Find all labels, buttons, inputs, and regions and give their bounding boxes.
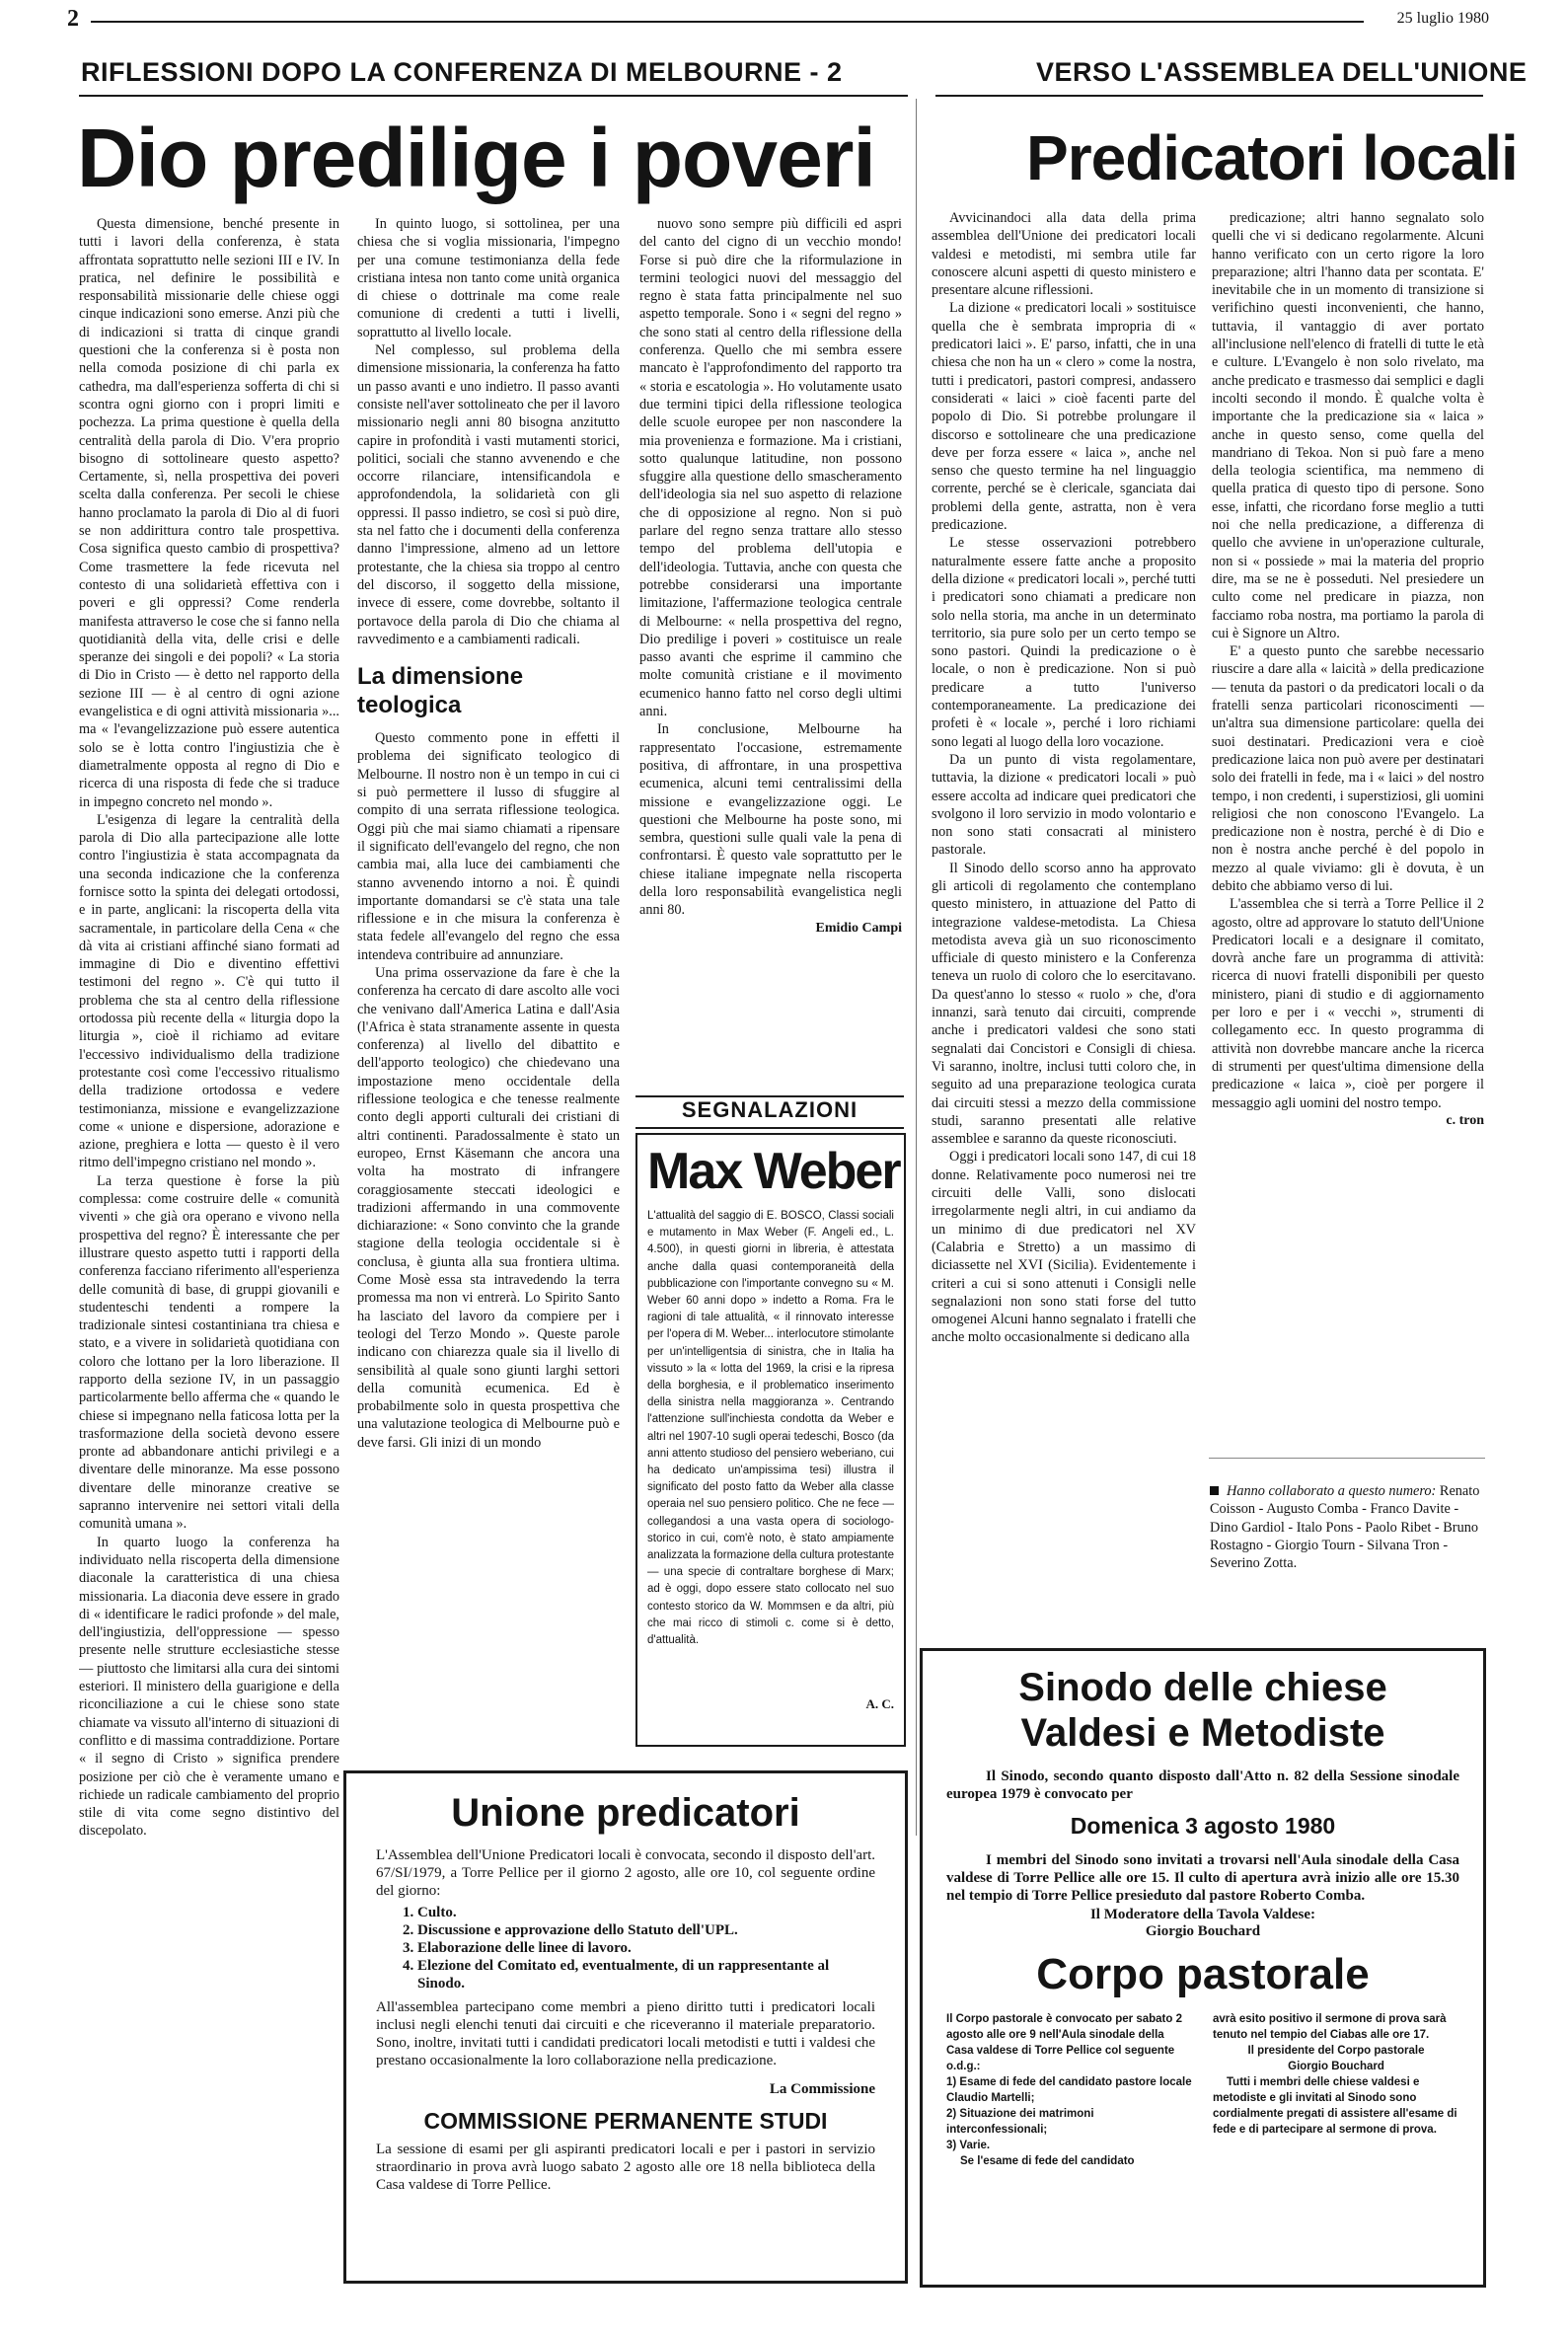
corpo-right-role: Il presidente del Corpo pastorale <box>1247 2045 1425 2057</box>
paragraph: predicazione; altri hanno segnalato solo quelli che vi si dedicano regolarmente. Alcuni hanno verificato con un certo rigore la loro preparazione; altri l'hanno data per scontata. E' inevitabile che in un momento di transizione si verifichino questi inconvenienti, che hanno, tuttavia, il vantaggio di aver portato all'inclusione nell'elenco di fratelli di tutte le età e culture. L'Evangelo è non solo rivelato, ma anche predicato e trasmesso dai semplici e dagli incolti secondo il mondo. È qualche volta è importante che la predicazione sia « laica » anche in questo senso, come quella del mandriano di Tekoa. Non si può fare a meno della teologia scientifica, ma nemmeno di quella pratica di questo tipo di persone. Sono esse, infatti, che ricordano forse meglio a tutti noi che nella predicazione, a differenza di quello che avviene in un'operazione culturale, non si « possiede » mai la materia del proprio dire, ma se ne è posseduti. Nel presiedere un culto come nel predicare in piazza, non facciamo roba nostra, ma portiamo la parola di cui è Signore un Altro. <box>1212 210 1484 641</box>
paragraph: Avvicinandoci alla data della prima assemblea dell'Unione dei predicatori locali valdesi e metodisti, mi sembra utile far conoscere alcuni aspetti di questo ministero e presentare alcune riflessioni. <box>932 210 1196 299</box>
corpo-left <box>946 2011 1193 2169</box>
corpo-columns <box>946 2011 1459 2169</box>
paragraph: La dizione « predicatori locali » sostituisce quella che è sembrata impropria di « predicatori laici ». E' parso, infatti, che in una chiesa che non ha un « clero » come la nostra, tutti i predicatori, pastori compresi, andassero considerati « laici » cioè facenti parte del popolo di Dio. Si potrebbe prolungare il discorso e sottolineare che una predicazione deve per forza essere « laica », anche nel senso che questo termine ha nel linguaggio corrente, perché se è clericale, sganciata dai problemi della gente, astratta, non è vera predicazione. <box>932 300 1196 534</box>
corpo-item: 2) Situazione dei matrimoni interconfessionali; <box>946 2108 1094 2136</box>
unione-agenda <box>376 1904 875 1993</box>
paragraph: E' a questo punto che sarebbe necessario riuscire a dare alla « laicità » della predicazione — tenuta da pastori o da predicatori locali o da fratelli senza particolari riconoscimenti — un'altra sua dimensione particolare: quella dei suoi destinatari. Predicazioni vera e cioè predicazione laica non può avere per destinatari solo dei fratelli in fede, ma i « laici » del nostro tempo, i non credenti, i superstiziosi, gli uomini religiosi che non conoscono l'Evangelo. La predicazione non è nostra, perché è di Dio e non è nostra anche perché è del popolo in mezzo al quale viviamo: gli è dovuta, è un debito che abbiamo verso di lui. <box>1212 643 1484 894</box>
byline: c. tron <box>1446 1112 1484 1128</box>
article-separator <box>916 99 917 1836</box>
sinodo-title <box>946 1665 1459 1756</box>
top-rule <box>91 21 1364 23</box>
left-headline: Dio predilige i poveri <box>77 112 875 204</box>
paragraph: In quinto luogo, si sottolinea, per una chiesa che si voglia missionaria, l'impegno per una comune testimonianza della fede cristiana intesa non tanto come unità organica di chiese o dottrinale ma come reale comunione di credenti a tutti i livelli, soprattutto al livello locale. <box>357 216 620 340</box>
sinodo-moderator-name: Giorgio Bouchard <box>1145 1923 1261 1939</box>
collab-names: Renato Coisson - Augusto Comba - Franco Davite - Dino Gardiol - Italo Pons - Paolo Ribet - Bruno Rostagno - Giorgio Tourn - Silvana Tron - Severino Zotta. <box>1210 1483 1480 1572</box>
corpo-left-text: Il Corpo pastorale è convocato per sabato 2 agosto alle ore 9 nell'Aula sinodale della Casa valdese di Torre Pellice col seguente o.d.g.: <box>946 2013 1183 2072</box>
corpo-right-name: Giorgio Bouchard <box>1288 2061 1384 2072</box>
corpo-item: 3) Varie. <box>946 2140 991 2151</box>
sinodo-intro: Il Sinodo, secondo quanto disposto dall'Atto n. 82 della Sessione sinodale europea 1979 è convocato per <box>946 1768 1459 1802</box>
segnalazioni-bottom-rule <box>635 1127 904 1129</box>
corpo-item: 1) Esame di fede del candidato pastore locale Claudio Martelli; <box>946 2076 1192 2104</box>
sinodo-date: Domenica 3 agosto 1980 <box>1070 1813 1336 1839</box>
paragraph: In quarto luogo la conferenza ha individuato nella riscoperta della dimensione diaconale la caratteristica di una chiesa missionaria. La diaconia deve essere in grado di « identificare le radici profonde » del male, dell'ingiustizia, dell'oppressione — spesso presente nelle strutture ecclesiastiche stesse — piuttosto che limitarsi alla cura dei sintomi esteriori. Il ministero della guarigione e della riconciliazione a cui le chiese sono state chiamate va vissuto all'interno di situazioni di conflitto e di massima contraddizione. Portare « il segno di Cristo » significa prendere posizione per ciò che è veramente umano e richiede un radicale cambiamento del proprio stile di vita come segno distintivo del discepolato. <box>79 1534 339 1840</box>
paragraph: L'assemblea che si terrà a Torre Pellice il 2 agosto, oltre ad approvare lo statuto dell'Unione Predicatori locali e a designare il comitato, dovrà anche fare un programma di attività: ricerca di nuovi fratelli disponibili per questo ministero, piani di studio e di aggiornamento per loro e per i « vecchi », strumenti di collegamento ecc. In questo programma di attività non dovrebbe mancare anche la ricerca di strumenti per quest'ultima dimensione della predicazione « laica », cioè per porgere il messaggio agli uomini del nostro tempo. <box>1212 896 1484 1111</box>
paragraph: nuovo sono sempre più difficili ed aspri del canto del cigno di un vecchio mondo! Forse si può dire che la riformulazione in termini teologici nuovi del messaggio del regno è stata fatta principalmente nel suo aspetto temporale. Sono i « segni del regno » che sono stati al centro della riflessione della conferenza. Quello che mi sembra essere mancato è l'approfondimento del rapporto tra « storia e escatologia ». Ho volutamente usato due termini tipici della riflessione teologica delle scuole europee per non nascondere la mia provenienza e formazione. Ma i cristiani, sotto qualunque latitudine, non possono sfuggire alla questione dello smascheramento dell'ideologia sia nel suo aspetto di relazione che di opposizione al regno. Non si può parlare del regno senza trattare allo stesso tempo del problema dell'utopia e dell'ideologia. Tuttavia, anche con questa che potrebbe considerarsi una importante limitazione, l'affermazione teologica centrale di Melbourne: « nella prospettiva del regno, Dio predilige i poveri » costituisce un reale passo avanti che esprime il cammino che molte comunità cristiane e il movimento ecumenico hanno fatto nel corso degli ultimi anni. <box>639 216 902 720</box>
page-number: 2 <box>67 6 79 32</box>
subheading: La dimensione teologica <box>357 663 524 719</box>
unione-sign: La Commissione <box>769 2081 875 2097</box>
right-headline: Predicatori locali <box>1026 122 1518 193</box>
segnalazioni-author: A. C. <box>865 1696 894 1711</box>
paragraph: Oggi i predicatori locali sono 147, di cui 18 donne. Relativamente poco numerosi nei tre circuiti delle Valli, sono dislocati irregolarmente negli altri, in cui andiamo da un minimo di due predicatori nel XV (Calabria e Stretto) a un massimo di diciassette nel XVI (Sicilia). Evidentemente i criteri a cui si sono attenuti i Consigli nelle segnalazioni non sono stati forse del tutto omogenei Alcuni hanno segnalato i fratelli che anche molto occasionalmente si dedicano alla <box>932 1149 1196 1346</box>
right-col-2 <box>1212 209 1484 1374</box>
right-kicker: VERSO L'ASSEMBLEA DELL'UNIONE <box>1036 57 1528 87</box>
left-col-1 <box>79 215 339 2278</box>
segnalazioni-label: SEGNALAZIONI <box>681 1097 859 1122</box>
byline: Emidio Campi <box>815 920 902 936</box>
agenda-item: 2. Discussione e approvazione dello Statuto dell'UPL. <box>417 1921 875 1939</box>
corpo-left-tail: Se l'esame di fede del candidato <box>960 2155 1135 2167</box>
agenda-item: 4. Elezione del Comitato ed, eventualmente, di un rappresentante al Sinodo. <box>417 1957 875 1993</box>
unione-title: Unione predicatori <box>451 1791 800 1835</box>
paragraph: La terza questione è forse la più complessa: come costruire delle « comunità viventi » che già ora operano e vivono nella prospettiva del regno? È interessante che per illustrare questo aspetto tutti i rapporti della conferenza facciano riferimento all'esperienza delle comunità di base, di gruppi giovanili e studenteschi tendenti a rompere la tradizionale sintesi costantiniana tra chiesa e stato, e a vivere in solidarietà quotidiana con coloro che lottano per la loro liberazione. Il rapporto della sezione IV, in un passaggio particolarmente bello afferma che « quando le chiese si impegnano nella faticosa lotta per la trasformazione della società devono essere pronte ad abbandonare antichi privilegi e a diventare delle minoranze. Ma esse possono diventare delle minoranze creative se sapranno intervenire nei settori vitali della comunità umana ». <box>79 1172 339 1533</box>
sinodo-moderator-role: Il Moderatore della Tavola Valdese: <box>1089 1907 1316 1922</box>
unione-intro: L'Assemblea dell'Unione Predicatori locali è convocata, secondo il disposto dell'art. 67/SI/1979, a Torre Pellice per il giorno 2 agosto, alle ore 10, col seguente ordine del giorno: <box>376 1847 875 1899</box>
sinodo-body: I membri del Sinodo sono invitati a trovarsi nell'Aula sinodale della Casa valdese di Torre Pellice alle ore 15. Il culto di apertura avrà inizio alle ore 15.30 nel tempio di Torre Pellice presieduto dal pastore Roberto Comba. <box>946 1852 1459 1904</box>
corpo-right <box>1213 2011 1459 2169</box>
agenda-item: 1. Culto. <box>417 1904 875 1921</box>
paragraph: Questa dimensione, benché presente in tutti i lavori della conferenza, è stata affrontata soprattutto nelle sezioni III e IV. In pratica, nel definire le possibilità e responsabilità missionarie delle chiese oggi cinque indicazioni sono emerse. Anzi più che di indicazioni si tratta di cinque grandi questioni che la conferenza si è posta non nella comoda posizione di chi parla ex cathedra, ma dall'esperienza sofferta di chi si scontra ogni giorno con i propri limiti e pochezza. La prima questione è quella della centralità della parola di Dio. V'era proprio bisogno di sottolineare questo aspetto? Certamente, sì, nella prospettiva dei poveri scelta dalla conferenza. Per secoli le chiese hanno proclamato la parola di Dio al di fuori se non addirittura contro tale prospettiva. Cosa significa questo cambio di prospettiva? Come trasmettere la fede ricevuta nel contesto di una solidarietà effettiva con i poveri e gli oppressi? Come renderla manifesta attraverso le cose che si fanno nella quotidianità della vita, delle crisi e delle speranze dei singoli e dei popoli? « La storia di Dio in Cristo — è detto nel rapporto della sezione III — è al centro di ogni azione evangelistica e di ogni attività missionaria »... ma « l'evangelizzazione può essere autentica solo se è lotta contro l'ingiustizia che è diametralmente opposta al regno di Dio e ricerca di una risposta di fede che si traduce in impegno concreto nel mondo ». <box>79 216 339 810</box>
paragraph: L'esigenza di legare la centralità della parola di Dio alla partecipazione alle lotte contro l'ingiustizia è stata accompagnata da una seconda indicazione che la conferenza fornisce sotto la spinta dei delegati ortodossi, e in parte, anglicani: la riscoperta della vita sacramentale, in particolare della Cena « che dà vita ai cristiani affinché siano formati ad immagine di Dio e diventino effettivi testimoni del regno ». C'è qui tutto il problema che sta al centro della riflessione ortodossa più recente della « liturgia dopo la liturgia », cioè il richiamo ad evitare l'eccessivo individualismo della tradizione protestante così come l'eccessivo ritualismo della tradizione ortodossa e vedere testimonianza, missione e evangelizzazione come « unione e dispersione, adorazione e azione, preghiera e lotta — questo è il vero ritmo dell'impegno cristiano nel mondo ». <box>79 811 339 1171</box>
unione-body: All'assemblea partecipano come membri a pieno diritto tutti i predicatori locali inclusi negli elenchi tenuti dai circuiti e che riceveranno il materiale preparatorio. Sono, inoltre, invitati tutti i candidati predicatori locali metodisti e tutti i valdesi che prestano occasionalmente la loro collaborazione nella predicazione. <box>376 1999 875 2068</box>
commissione-title: COMMISSIONE PERMANENTE STUDI <box>423 2108 828 2134</box>
paragraph: Il Sinodo dello scorso anno ha approvato gli articoli di regolamento che contemplano questo ministero, in attuazione del Patto di integrazione valdese-metodista. La Chiesa metodista aveva già un suo riconoscimento ufficiale di questo ministero e la Conferenza teneva un ruolo di coloro che lo esercitavano. Da quest'anno lo stesso « ruolo » che, d'ora innanzi, sarà tenuto dai circuiti, comprende anche i predicatori valdesi che sono stati segnalati dai Concistori e Consigli di chiesa. Vi saranno, inoltre, inclusi tutti coloro che, in seguito ad una preparazione teologica curata dai circuiti stessi a mezzo della commissione studi, saranno presentati alle relative assemblee e saranno da queste riconosciuti. <box>932 860 1196 1148</box>
agenda-item: 3. Elaborazione delle linee di lavoro. <box>417 1939 875 1957</box>
segnalazioni-title: Max Weber <box>647 1143 900 1200</box>
segnalazioni-box <box>635 1133 906 1747</box>
left-col-2 <box>357 215 620 1755</box>
corpo-title: Corpo pastorale <box>1036 1950 1370 1998</box>
right-kicker-rule <box>935 95 1483 97</box>
square-bullet-icon <box>1210 1486 1219 1495</box>
commissione-body: La sessione di esami per gli aspiranti predicatori locali e per i pastori in servizio straordinario in prova avrà luogo sabato 2 agosto alle ore 18 nella biblioteca della Casa valdese di Torre Pellice. <box>376 2142 875 2193</box>
right-col-1 <box>932 209 1196 1581</box>
paragraph: Nel complesso, sul problema della dimensione missionaria, la conferenza ha fatto un passo avanti e uno indietro. Il passo avanti consiste nell'aver sottolineato che per il lavoro missionario negli anni 80 bisogna anzitutto capire in profondità i vasti mutamenti storici, politici, sociali che stanno avvenendo e che occorre rilanciare, intensificandola e approfondendola, la solidarietà con gli oppressi. Il passo indietro, se così si può dire, sta nel fatto che i documenti della conferenza danno l'impressione, almeno ad un lettore protestante, che la chiesa sia troppo al centro del discorso, il soggetto della missione, invece di essere, come dovrebbe, soltanto il portavoce della parola di Dio che chiama al ravvedimento e a cambiamenti radicali. <box>357 342 620 647</box>
corpo-right-text: avrà esito positivo il sermone di prova sarà tenuto nel tempio del Ciabas alle ore 17. <box>1213 2013 1447 2041</box>
paragraph: Questo commento pone in effetti il problema dei significato teologico di Melbourne. Il nostro non è un tempo in cui ci si può permettere il lusso di sfuggire al compito di una serrata riflessione teologica. Oggi più che mai siamo chiamati a ripensare il significato dell'evangelo del regno, che non cambia mai, alla luce dei cambiamenti che stanno avvenendo intorno a noi. È quindi importante domandarsi se c'è stata una tale riflessione e in che misura la conferenza è stata fedele all'evangelo del regno che essa intendeva contribuire ad annunziare. <box>357 730 620 963</box>
collab-rule <box>1209 1458 1485 1459</box>
paragraph: Le stesse osservazioni potrebbero naturalmente essere fatte anche a proposito della dizione « predicatori locali », perché tutti i predicatori sono chiamati a predicare non solo nella storia, ma anche in un determinato territorio, sia pure solo per un certo tempo se sono pastori. Quindi la predicazione o è locale, o non è predicazione. Non si può predicare a tutto l'universo contemporaneamente. La predicazione dei profeti è « locale », perché i loro richiami sono legati al luogo della loro vocazione. <box>932 535 1196 750</box>
paragraph: In conclusione, Melbourne ha rappresentato l'occasione, estremamente positiva, di affrontare, in una prospettiva ecumenica, alcuni temi centralissimi della missione e evangelizzazione oggi. Le questioni che Melbourne ha poste sono, mi sembra, questioni sulle quali vale la pena di confrontarsi. È questo vale soprattutto per le chiese italiane impegnate nella riscoperta della loro responsabilità evangelistica negli anni 80. <box>639 721 902 919</box>
paragraph: Una prima osservazione da fare è che la conferenza ha cercato di dare ascolto alle voci che venivano dall'America Latina e dall'Asia (l'Africa è stata stranamente assente in questa conferenza) al livello del dibattito e dell'apporto teologico) che chiedevano una impostazione meno occidentale della riflessione teologica e che tenesse realmente conto degli apporti culturali dei cristiani di altri continenti. Paradossalmente è stato un europeo, Ernst Käsemann che ancora una volta ha mostrato di infrangere coraggiosamente steccati ideologici e tradizioni affermando in una commovente dichiarazione: « Sono convinto che la grande stagione della teologia occidentale si è conclusa, è giunta alla sua frontiera ultima. Come Mosè essa sta intravedendo la terra promessa ma non vi entrerà. Lo Spirito Santo ha lasciato del lavoro da compiere per i teologi del Terzo Mondo ». Queste parole indicano con chiarezza quale sia il livello di sensibilità al quale sono giunti larghi settori della comunità ecumenica. Ed è probabilmente solo in questa prospettiva che una valutazione teologica di Melbourne può e deve farsi. Gli inizi di un mondo <box>357 964 620 1451</box>
corpo-right-b: Tutti i membri delle chiese valdesi e metodiste e gli invitati al Sinodo sono cordialmente pregati di assistere all'esame di fede e di partecipare al sermone di prova. <box>1213 2076 1457 2136</box>
sinodo-box <box>920 1648 1486 2288</box>
page-date: 25 luglio 1980 <box>1396 10 1489 27</box>
unione-box <box>343 1770 908 2284</box>
sinodo-title-line2: Valdesi e Metodiste <box>1020 1711 1385 1755</box>
left-kicker: RIFLESSIONI DOPO LA CONFERENZA DI MELBOURNE - 2 <box>81 57 843 87</box>
collab-lead: Hanno collaborato a questo numero: <box>1227 1483 1437 1499</box>
sinodo-title-line1: Sinodo delle chiese <box>1018 1666 1387 1709</box>
left-kicker-rule <box>79 95 908 97</box>
segnalazioni-body: L'attualità del saggio di E. BOSCO, Classi sociali e mutamento in Max Weber (F. Angeli ed., L. 4.500), in questi giorni in libreria, è attestata anche dalla quasi contemporaneità della pubblicazione con l'importante convegno su « M. Weber 60 anni dopo » indetto a Roma. Fra le ragioni di tale attualità, « il rinnovato interesse per l'opera di M. Weber... interlocutore stimolante per un'intelligentsia di sinistra, che in Italia ha vissuto » la « lotta del 1969, la crisi e la ripresa della borghesia, e il problematico inserimento della sinistra nella maggioranza ». Centrando l'attenzione sull'inchiesta condotta da Weber e altri nel 1907-10 sugli operai tedeschi, Bosco (da anni attento studioso del pensiero weberiano, cui ha dedicato un'ampissima tesi) illustra il significato del posto fatto da Weber alla classe operaia nel suo pensiero politico. Che ne fece — collegandosi a una vasta opera di sociologo-storico in cui, com'è noto, è stato ampiamente analizzata la formazione della cultura protestante — una specie di contraltare borghese di Marx; ad è oggi, dopo essere stato collocato nel suo contesto storico da W. Mommsen e da altri, più che mai ricco di stimoli c. come si è detto, d'attualità. <box>647 1210 894 1647</box>
collab-note <box>1210 1482 1480 1572</box>
paragraph: Da un punto di vista regolamentare, tuttavia, la dizione « predicatori locali » può essere accolta ad indicare quei predicatori che svolgono il loro servizio in modo volontario e non sono stati consacrati al ministero pastorale. <box>932 751 1196 859</box>
left-col-3 <box>639 215 902 1059</box>
